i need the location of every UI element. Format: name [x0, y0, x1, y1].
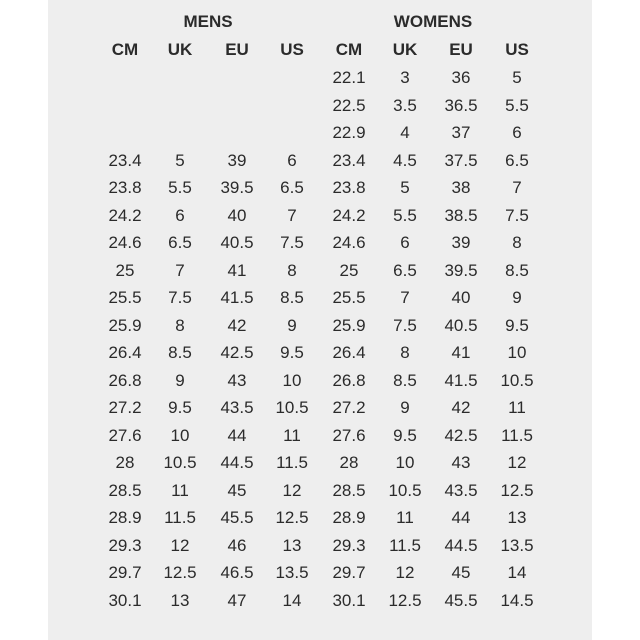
column-header-mens-us: US — [280, 40, 304, 59]
table-cell-mens-cm: 26.8 — [108, 370, 142, 390]
table-cell-womens-eu: 43 — [451, 453, 471, 472]
table-cell-mens-eu: 47 — [227, 590, 247, 610]
table-cell-mens-cm: 29.3 — [108, 535, 142, 555]
table-cell-mens-us: 14 — [282, 590, 302, 610]
table-cell-mens-us: 13 — [282, 535, 302, 555]
table-cell-womens-uk: 7 — [400, 288, 410, 307]
table-cell-mens-uk: 6.5 — [168, 233, 192, 252]
table-cell-womens-uk: 11.5 — [389, 535, 421, 555]
table-cell-womens-us: 9 — [512, 288, 522, 307]
table-cell-mens-uk: 11 — [171, 480, 189, 500]
table-cell-mens-cm: 27.6 — [108, 425, 142, 445]
table-cell-mens-eu: 44 — [227, 425, 247, 445]
table-cell-womens-eu: 37 — [451, 123, 471, 142]
table-cell-womens-us: 9.5 — [505, 315, 529, 335]
table-cell-womens-uk: 6.5 — [393, 260, 417, 280]
table-cell-womens-cm: 25.5 — [332, 288, 366, 307]
table-cell-womens-eu: 38 — [451, 178, 471, 197]
table-cell-womens-cm: 22.5 — [332, 95, 366, 115]
table-cell-womens-uk: 12.5 — [388, 590, 422, 610]
table-cell-womens-cm: 27.2 — [332, 398, 366, 417]
table-cell-womens-us: 13 — [507, 508, 527, 527]
table-cell-mens-eu: 45 — [227, 480, 247, 500]
table-cell-womens-us: 6 — [512, 123, 522, 142]
table-cell-womens-cm: 26.4 — [332, 343, 366, 362]
table-cell-womens-uk: 8 — [400, 343, 410, 362]
table-cell-womens-us: 13.5 — [500, 535, 534, 555]
table-cell-womens-us: 10.5 — [500, 370, 534, 390]
table-cell-mens-cm: 28 — [115, 453, 135, 472]
table-cell-womens-cm: 30.1 — [332, 590, 366, 610]
table-cell-mens-uk: 13 — [170, 590, 190, 610]
group-title-womens: WOMENS — [393, 12, 473, 31]
table-cell-mens-uk: 10 — [170, 425, 190, 445]
table-cell-womens-eu: 44 — [451, 508, 471, 527]
table-cell-womens-eu: 36.5 — [444, 95, 478, 115]
column-header-womens-cm: CM — [335, 40, 363, 59]
table-cell-womens-us: 6.5 — [505, 150, 529, 170]
table-cell-womens-eu: 39 — [451, 233, 471, 252]
table-cell-womens-eu: 42 — [451, 398, 471, 417]
column-header-mens-cm: CM — [111, 40, 139, 59]
table-cell-womens-us: 8 — [512, 233, 522, 252]
table-cell-womens-cm: 28 — [339, 453, 359, 472]
table-cell-mens-eu: 39 — [227, 150, 247, 170]
table-cell-mens-eu: 46 — [227, 535, 247, 555]
table-cell-womens-uk: 11 — [396, 508, 414, 527]
table-cell-womens-us: 14.5 — [500, 590, 534, 610]
table-cell-womens-eu: 38.5 — [444, 205, 478, 225]
table-cell-womens-us: 5.5 — [505, 95, 529, 115]
column-header-mens-uk: UK — [167, 40, 193, 59]
column-header-womens-us: US — [505, 40, 529, 59]
table-cell-womens-cm: 28.9 — [332, 508, 366, 527]
table-cell-womens-cm: 25.9 — [332, 315, 366, 335]
table-cell-womens-us: 11 — [508, 398, 526, 417]
table-cell-mens-us: 6.5 — [280, 178, 304, 197]
table-cell-womens-uk: 8.5 — [393, 370, 417, 390]
table-cell-womens-cm: 28.5 — [332, 480, 366, 500]
table-cell-womens-eu: 44.5 — [444, 535, 478, 555]
table-cell-womens-uk: 3 — [400, 68, 410, 87]
table-cell-mens-cm: 25 — [115, 260, 135, 280]
table-cell-mens-uk: 12.5 — [163, 563, 197, 582]
table-cell-womens-us: 12 — [507, 453, 527, 472]
group-title-mens: MENS — [183, 12, 233, 31]
table-cell-mens-eu: 43.5 — [220, 398, 254, 417]
table-cell-womens-eu: 45 — [451, 563, 471, 582]
table-cell-mens-us: 12 — [282, 480, 302, 500]
table-cell-mens-cm: 23.4 — [108, 150, 142, 170]
table-cell-womens-eu: 45.5 — [444, 590, 478, 610]
table-cell-mens-eu: 43 — [227, 370, 247, 390]
table-cell-womens-uk: 12 — [395, 563, 415, 582]
table-cell-mens-us: 13.5 — [275, 563, 309, 582]
table-cell-mens-uk: 8 — [175, 315, 185, 335]
table-cell-womens-eu: 39.5 — [444, 260, 478, 280]
table-cell-womens-uk: 10.5 — [388, 480, 422, 500]
table-cell-mens-us: 7.5 — [280, 233, 304, 252]
table-cell-womens-cm: 22.9 — [332, 123, 366, 142]
table-cell-womens-us: 8.5 — [505, 260, 529, 280]
table-cell-womens-cm: 26.8 — [332, 370, 366, 390]
table-cell-womens-eu: 41.5 — [444, 370, 478, 390]
table-cell-womens-uk: 9 — [400, 398, 410, 417]
table-cell-mens-eu: 45.5 — [220, 508, 254, 527]
table-cell-mens-eu: 40.5 — [220, 233, 254, 252]
table-cell-mens-eu: 46.5 — [220, 563, 254, 582]
table-cell-womens-eu: 37.5 — [444, 150, 478, 170]
table-cell-mens-cm: 24.2 — [108, 205, 142, 225]
table-cell-mens-cm: 27.2 — [108, 398, 142, 417]
table-cell-womens-us: 14 — [507, 563, 527, 582]
table-cell-mens-us: 10.5 — [275, 398, 309, 417]
table-cell-mens-us: 8 — [287, 260, 297, 280]
table-cell-mens-cm: 28.9 — [108, 508, 142, 527]
table-cell-mens-uk: 9 — [175, 370, 185, 390]
table-cell-womens-eu: 43.5 — [444, 480, 478, 500]
table-cell-mens-uk: 10.5 — [163, 453, 197, 472]
table-cell-womens-uk: 5.5 — [393, 205, 417, 225]
table-cell-mens-uk: 5.5 — [168, 178, 192, 197]
table-cell-womens-us: 12.5 — [500, 480, 534, 500]
table-cell-mens-eu: 41.5 — [220, 288, 254, 307]
table-cell-womens-eu: 40 — [451, 288, 471, 307]
table-cell-mens-uk: 8.5 — [168, 343, 192, 362]
table-cell-mens-us: 9.5 — [280, 343, 304, 362]
table-cell-womens-eu: 40.5 — [444, 315, 478, 335]
table-cell-mens-uk: 9.5 — [168, 398, 192, 417]
table-cell-womens-eu: 41 — [451, 343, 471, 362]
table-cell-womens-eu: 36 — [451, 68, 471, 87]
table-cell-mens-cm: 29.7 — [108, 563, 142, 582]
table-cell-mens-cm: 23.8 — [108, 178, 142, 197]
table-cell-womens-uk: 6 — [400, 233, 410, 252]
table-cell-mens-uk: 5 — [175, 150, 185, 170]
table-cell-womens-uk: 7.5 — [393, 315, 417, 335]
table-cell-womens-us: 10 — [507, 343, 527, 362]
table-cell-mens-eu: 40 — [227, 205, 247, 225]
table-cell-womens-us: 5 — [512, 68, 522, 87]
column-header-womens-uk: UK — [392, 40, 418, 59]
table-cell-womens-uk: 5 — [400, 178, 410, 197]
column-header-womens-eu: EU — [449, 40, 473, 59]
table-cell-mens-cm: 30.1 — [108, 590, 142, 610]
table-cell-womens-cm: 25 — [339, 260, 359, 280]
table-cell-mens-uk: 7.5 — [168, 288, 192, 307]
table-cell-mens-eu: 39.5 — [220, 178, 254, 197]
table-cell-mens-us: 7 — [287, 205, 297, 225]
table-cell-womens-uk: 9.5 — [393, 425, 417, 445]
table-cell-womens-cm: 22.1 — [332, 68, 366, 87]
table-cell-womens-cm: 24.2 — [332, 205, 366, 225]
table-cell-womens-us: 11.5 — [501, 425, 533, 445]
table-cell-mens-uk: 6 — [175, 205, 185, 225]
table-cell-mens-eu: 42 — [227, 315, 247, 335]
table-cell-mens-uk: 12 — [170, 535, 190, 555]
table-cell-mens-cm: 28.5 — [108, 480, 142, 500]
table-cell-mens-cm: 25.9 — [108, 315, 142, 335]
table-cell-mens-eu: 42.5 — [220, 343, 254, 362]
table-cell-womens-uk: 3.5 — [393, 95, 417, 115]
table-cell-womens-cm: 24.6 — [332, 233, 366, 252]
column-header-mens-eu: EU — [225, 40, 249, 59]
table-cell-mens-eu: 41 — [227, 260, 247, 280]
table-cell-womens-uk: 4 — [400, 123, 410, 142]
table-cell-womens-cm: 29.7 — [332, 563, 366, 582]
table-cell-womens-us: 7 — [512, 178, 522, 197]
table-cell-mens-us: 11 — [283, 425, 301, 445]
table-cell-womens-eu: 42.5 — [444, 425, 478, 445]
table-cell-womens-cm: 23.4 — [332, 150, 366, 170]
table-cell-mens-cm: 26.4 — [108, 343, 142, 362]
table-cell-mens-eu: 44.5 — [220, 453, 254, 472]
table-cell-mens-uk: 11.5 — [164, 508, 196, 527]
table-cell-womens-cm: 27.6 — [332, 425, 366, 445]
table-cell-womens-us: 7.5 — [505, 205, 529, 225]
table-cell-mens-us: 6 — [287, 150, 297, 170]
table-cell-mens-cm: 24.6 — [108, 233, 142, 252]
table-cell-womens-uk: 10 — [395, 453, 415, 472]
table-cell-womens-cm: 23.8 — [332, 178, 366, 197]
table-cell-mens-us: 8.5 — [280, 288, 304, 307]
table-cell-womens-cm: 29.3 — [332, 535, 366, 555]
table-cell-mens-us: 12.5 — [275, 508, 309, 527]
table-cell-mens-cm: 25.5 — [108, 288, 142, 307]
table-cell-womens-uk: 4.5 — [393, 150, 417, 170]
table-cell-mens-us: 9 — [287, 315, 297, 335]
table-cell-mens-uk: 7 — [175, 260, 185, 280]
table-cell-mens-us: 10 — [282, 370, 302, 390]
table-cell-mens-us: 11.5 — [276, 453, 308, 472]
